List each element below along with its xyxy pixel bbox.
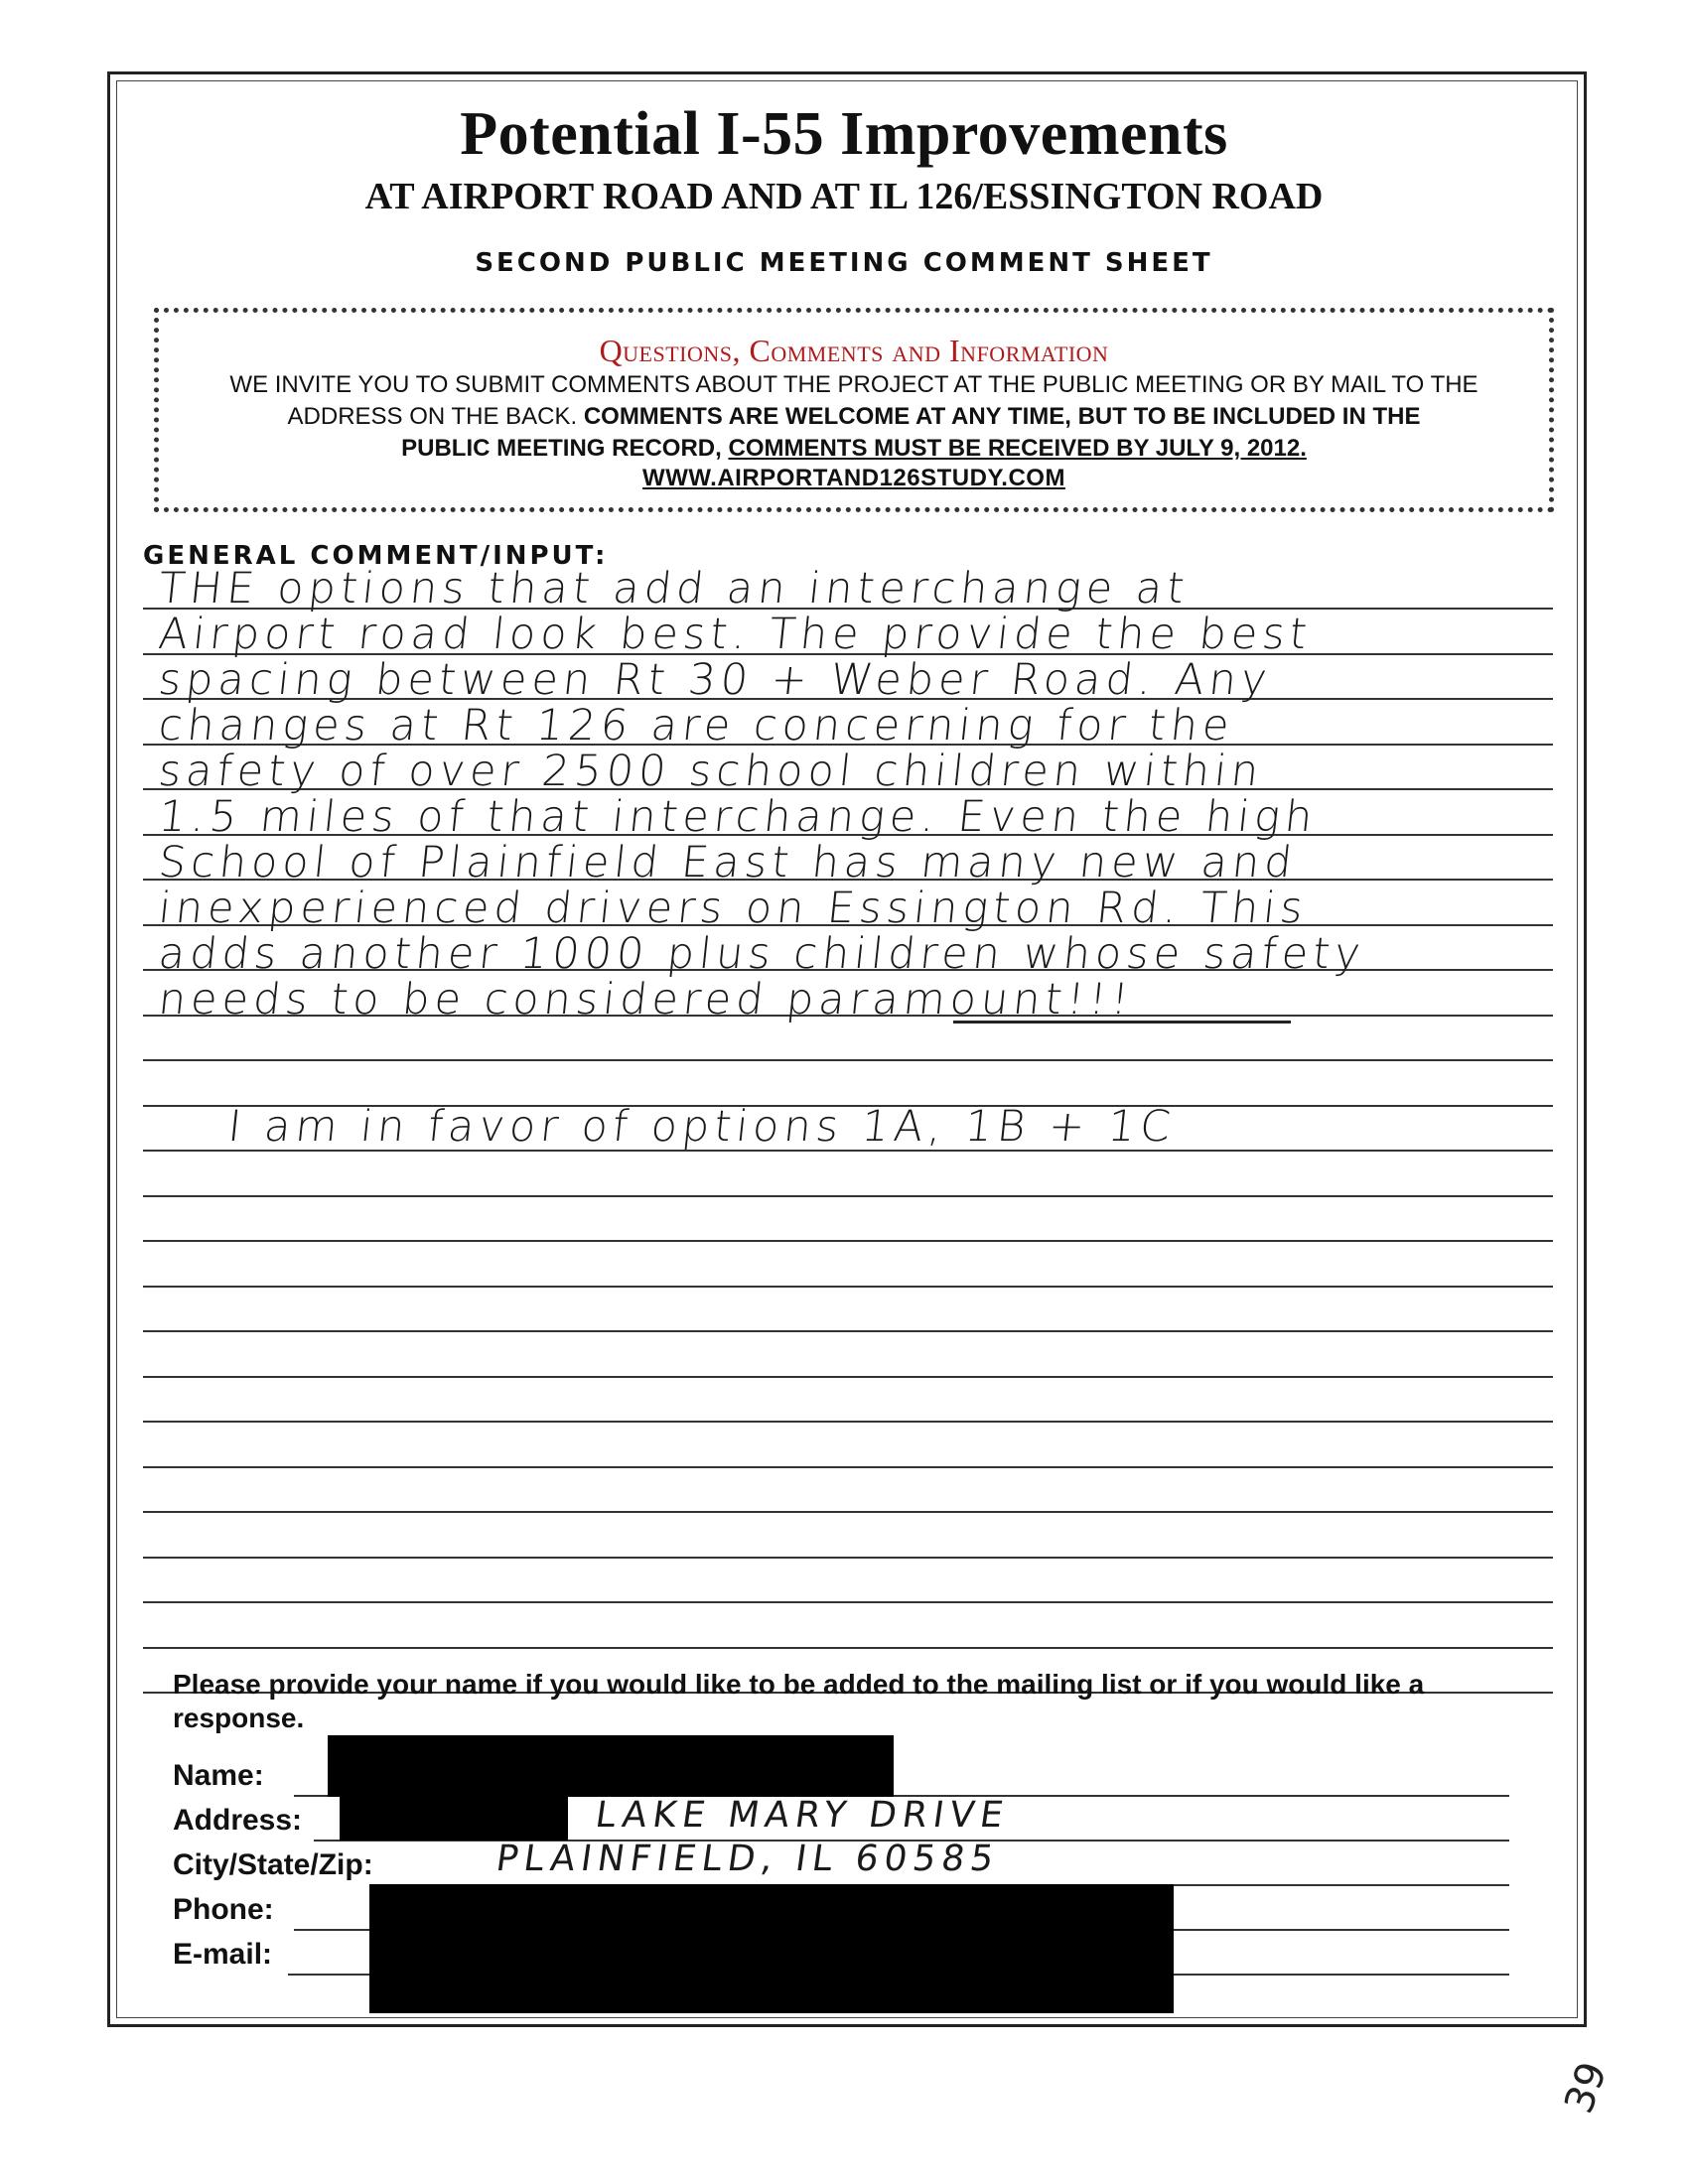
info-line-2	[159, 401, 1549, 433]
city-state-zip-label: City/State/Zip:	[173, 1848, 373, 1881]
info-heading: Questions, Comments and Information	[599, 333, 1109, 368]
comment-line: School of Plainfield East has many new and	[156, 838, 1300, 887]
name-label: Name:	[173, 1759, 264, 1792]
mailing-list-prompt: Please provide your name if you would like to be added to the mailing list or if you would like a response.	[173, 1669, 1425, 1733]
comment-line: 1.5 miles of that interchange. Even the high	[156, 792, 1320, 842]
redaction-box	[369, 1884, 1174, 2013]
comment-line: spacing between Rt 30 + Weber Road. Any	[156, 655, 1275, 705]
comment-line: inexperienced drivers on Essington Rd. This	[156, 884, 1311, 933]
info-line-1	[159, 369, 1549, 401]
city-state-zip-value: PLAINFIELD, IL 60585	[493, 1839, 1003, 1879]
comment-line: adds another 1000 plus children whose safety	[156, 929, 1368, 979]
paramount-underline	[953, 1021, 1291, 1024]
page-subtitle: AT AIRPORT ROAD AND AT IL 126/ESSINGTON ROAD	[364, 176, 1324, 217]
comment-line: changes at Rt 126 are concerning for the	[156, 701, 1237, 751]
info-line-3-deadline: COMMENTS MUST BE RECEIVED BY JULY 9, 2012.	[728, 435, 1307, 462]
phone-label: Phone:	[173, 1893, 274, 1926]
comment-line: I am in favor of options 1A, 1B + 1C	[225, 1102, 1178, 1152]
ruled-line	[143, 1286, 1553, 1288]
info-line-2-bold: COMMENTS ARE WELCOME AT ANY TIME, BUT TO BE INCLUDED IN THE	[583, 403, 1421, 430]
general-comment-label: GENERAL COMMENT/INPUT:	[143, 541, 609, 571]
ruled-line	[143, 1647, 1553, 1649]
address-value: LAKE MARY DRIVE	[593, 1795, 1012, 1836]
ruled-line	[143, 1195, 1553, 1197]
comment-line: Airport road look best. The provide the best	[156, 610, 1315, 659]
info-line-3	[159, 433, 1549, 465]
info-line-3-bold: PUBLIC MEETING RECORD,	[401, 435, 722, 462]
comment-line: safety of over 2500 school children within	[156, 747, 1266, 796]
info-box	[154, 308, 1554, 512]
ruled-line	[143, 1601, 1553, 1603]
email-label: E-mail:	[173, 1938, 273, 1971]
ruled-line	[143, 1240, 1553, 1242]
address-label: Address:	[173, 1804, 303, 1837]
redaction-box	[328, 1735, 894, 1797]
redaction-box	[340, 1793, 568, 1841]
ruled-line	[143, 1330, 1553, 1332]
ruled-line	[143, 1557, 1553, 1559]
page-title: Potential I-55 Improvements	[460, 100, 1228, 168]
comment-line: needs to be considered paramount!!!	[156, 975, 1136, 1024]
info-line-2-text: ADDRESS ON THE BACK.	[287, 403, 578, 430]
ruled-line	[143, 1376, 1553, 1378]
ruled-line	[143, 1059, 1553, 1061]
ruled-line	[143, 1511, 1553, 1513]
project-website-link[interactable]: WWW.AIRPORTAND126STUDY.COM	[642, 465, 1065, 491]
ruled-line	[143, 1466, 1553, 1468]
page-number: 39	[1556, 2056, 1617, 2119]
info-line-1-text: WE INVITE YOU TO SUBMIT COMMENTS ABOUT THE PROJECT AT THE PUBLIC MEETING OR BY MAIL TO THE	[229, 371, 1478, 398]
ruled-line	[143, 1421, 1553, 1423]
sheet-title: SECOND PUBLIC MEETING COMMENT SHEET	[475, 248, 1213, 278]
comment-line: THE options that add an interchange at	[156, 564, 1192, 614]
